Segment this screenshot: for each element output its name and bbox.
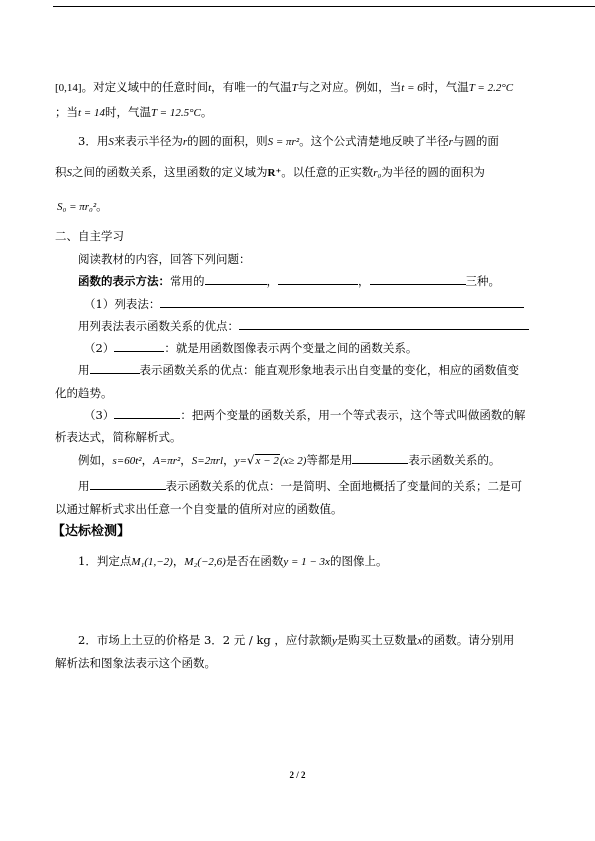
text: 与圆的面 [452, 134, 499, 148]
label: （1）列表法： [84, 297, 161, 311]
blank-field [370, 273, 466, 285]
formula: (x [279, 455, 289, 467]
page-number: 2 / 2 [289, 770, 306, 780]
text: 。对定义域中的任意时间 [81, 80, 209, 94]
item-1-advantage [78, 318, 529, 334]
equation: t = 6 [401, 82, 423, 94]
blank-field [90, 478, 166, 490]
text: 的图像上。 [329, 554, 388, 568]
text: ， [223, 453, 235, 467]
formula: y = 1 − 3x [283, 556, 330, 568]
variable: y [331, 635, 337, 647]
label: 函数的表示方法： [78, 274, 170, 288]
example-line [78, 452, 500, 469]
question-2 [78, 632, 514, 649]
formula: A=πr² [153, 455, 181, 467]
formula: S = πr² [267, 136, 300, 148]
text: 三种。 [465, 274, 500, 288]
text: 表示函数关系的优点：一是简明、全面地概括了变量间的关系；二是可 [165, 479, 522, 493]
formula: y= [234, 455, 247, 467]
variable: r [448, 136, 453, 148]
paragraph-line [57, 198, 108, 215]
formula: s=60t² [112, 455, 142, 467]
variable: T [291, 82, 298, 94]
blank-field [239, 318, 529, 330]
text: 的圆的面积，则 [187, 134, 268, 148]
header-rule [53, 6, 595, 7]
paragraph-line [78, 133, 499, 150]
text: 3．用 [78, 134, 109, 148]
text: 表示函数关系的。 [408, 453, 501, 467]
equation: t = 14 [78, 107, 105, 119]
blank-field [205, 273, 267, 285]
equation: T = 2.2°C [468, 82, 514, 94]
set-symbol: R⁺ [267, 167, 282, 179]
text: 是否在函数 [225, 554, 284, 568]
section-title: 【达标检测】 [52, 524, 131, 539]
text: 时，气温 [422, 80, 469, 94]
item-1 [84, 296, 524, 312]
text: ，有唯一的气温 [211, 80, 292, 94]
formula: 2) [294, 455, 307, 467]
text: 1．判定点 [78, 554, 132, 568]
text: 用列表法表示函数关系的优点： [78, 319, 239, 333]
text: 来表示半径为 [113, 134, 183, 148]
text: 。以任意的正实数 [281, 165, 374, 179]
variable: S [108, 136, 114, 148]
text: ， [180, 453, 192, 467]
interval: [0,14] [55, 82, 82, 94]
sqrt-icon: √ [246, 453, 255, 467]
text: 时，气温 [104, 105, 151, 119]
variable: r₀ [373, 167, 382, 179]
formula: M₁(1,−2) [131, 556, 173, 568]
paragraph-line: 化的趋势。 [55, 386, 113, 400]
text: 表示函数关系的优点：能直观形象地表示出自变量的变化，相应的函数值变 [139, 363, 519, 377]
text: ：把两个变量的函数关系，用一个等式表示，这个等式叫做函数的解 [180, 408, 526, 422]
label: （3） [84, 408, 115, 422]
text: 。 [200, 105, 213, 119]
paragraph-line [55, 164, 485, 181]
text: 。 [96, 199, 108, 213]
text: ；当 [55, 105, 78, 119]
paragraph-line [55, 104, 212, 121]
text: 之间的函数关系，这里函数的定义域为 [72, 165, 268, 179]
blank-field [160, 296, 524, 308]
text: 为半径的圆的面积为 [381, 165, 485, 179]
instruction: 阅读教材的内容，回答下列问题： [78, 252, 251, 266]
blank-field [114, 407, 180, 419]
methods-line [78, 273, 500, 289]
paragraph-line [55, 79, 513, 96]
text: ， [358, 274, 370, 288]
item-3 [84, 407, 525, 423]
question-1 [78, 553, 387, 570]
text: 常用的 [170, 274, 205, 288]
formula: S₀ = πr₀² [57, 201, 97, 213]
formula: M₂(−2,6) [184, 556, 226, 568]
variable: x [417, 635, 423, 647]
text: ：就是用函数图像表示两个变量之间的函数关系。 [164, 341, 418, 355]
section-title: 二、自主学习 [55, 229, 124, 243]
blank-field [114, 340, 164, 352]
text: 用 [78, 363, 90, 377]
formula: S=2πrl [191, 455, 224, 467]
text: 2．市场上土豆的价格是 3．2 元 / kg ，应付款额 [78, 633, 332, 647]
item-2-advantage [78, 362, 519, 378]
text: 例如， [78, 453, 113, 467]
label: （2） [84, 341, 115, 355]
variable: t [208, 82, 212, 94]
text: ， [266, 274, 278, 288]
paragraph-line: 解析法和图象法表示这个函数。 [55, 656, 216, 670]
text: ， [172, 554, 185, 568]
text: ， [141, 453, 154, 467]
item-2 [84, 340, 417, 356]
item-3-advantage [78, 478, 522, 494]
text: 与之对应。例如，当 [297, 80, 402, 94]
text: 积 [55, 165, 67, 179]
variable: r [182, 136, 188, 148]
blank-field [278, 273, 358, 285]
paragraph-line: 析表达式，简称解析式。 [55, 430, 182, 444]
text: 。这个公式清楚地反映了半径 [299, 134, 449, 148]
formula: ≥ [288, 455, 295, 467]
blank-field [352, 452, 408, 464]
text: 等都是用 [306, 453, 353, 467]
text: 是购买土豆数量 [336, 633, 418, 647]
equation: T = 12.5°C [150, 107, 201, 119]
variable: S [66, 167, 72, 179]
text: 用 [78, 479, 90, 493]
text: 的函数。请分别用 [422, 633, 515, 647]
blank-field [90, 362, 140, 374]
paragraph-line: 以通过解析式求出任意一个自变量的值所对应的函数值。 [55, 502, 343, 516]
formula: x − 2 [255, 455, 279, 467]
